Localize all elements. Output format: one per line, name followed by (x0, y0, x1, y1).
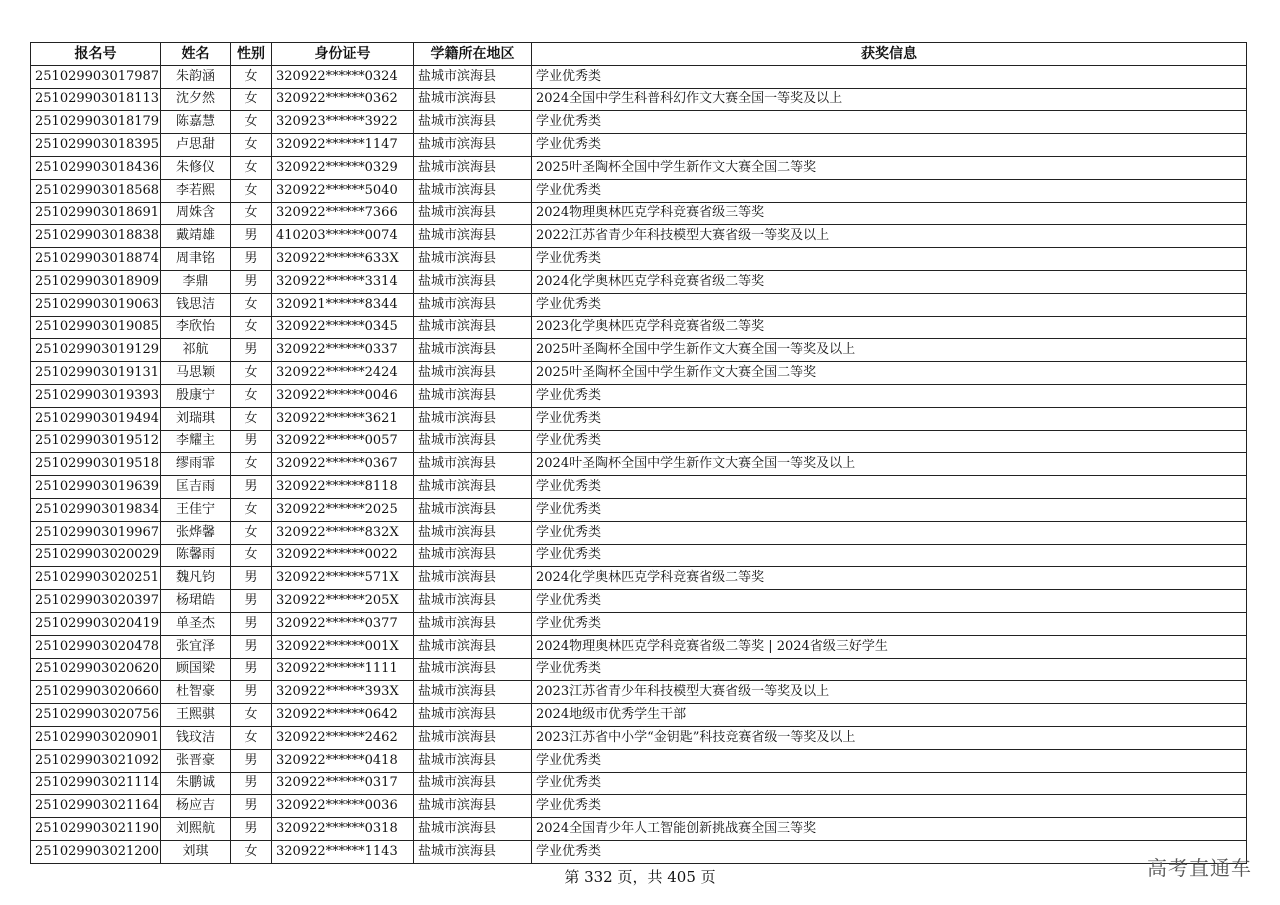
cell-registration-no: 251029903019518 (31, 453, 161, 476)
cell-region: 盐城市滨海县 (414, 156, 532, 179)
cell-name: 杜智豪 (161, 681, 231, 704)
cell-award-info: 学业优秀类 (532, 612, 1247, 635)
cell-gender: 女 (231, 65, 272, 88)
cell-region: 盐城市滨海县 (414, 293, 532, 316)
cell-registration-no: 251029903020251 (31, 567, 161, 590)
cell-award-info: 2023江苏省中小学“金钥匙”科技竞赛省级一等奖及以上 (532, 726, 1247, 749)
cell-registration-no: 251029903021164 (31, 795, 161, 818)
cell-region: 盐城市滨海县 (414, 749, 532, 772)
cell-gender: 女 (231, 111, 272, 134)
cell-id-number: 320922******0345 (272, 316, 414, 339)
cell-id-number: 320922******1147 (272, 134, 414, 157)
cell-name: 顾国梁 (161, 658, 231, 681)
cell-name: 戴靖雄 (161, 225, 231, 248)
cell-id-number: 320922******205X (272, 590, 414, 613)
cell-gender: 女 (231, 498, 272, 521)
cell-name: 刘熙航 (161, 818, 231, 841)
header-id-number: 身份证号 (272, 43, 414, 66)
cell-name: 王佳宁 (161, 498, 231, 521)
table-header-row (31, 43, 1247, 66)
cell-name: 刘琪 (161, 840, 231, 863)
table-row (31, 384, 1247, 407)
table-row (31, 270, 1247, 293)
cell-name: 王熙骐 (161, 704, 231, 727)
cell-gender: 女 (231, 453, 272, 476)
header-registration-no: 报名号 (31, 43, 161, 66)
cell-registration-no: 251029903019494 (31, 407, 161, 430)
cell-registration-no: 251029903018568 (31, 179, 161, 202)
table-row (31, 430, 1247, 453)
cell-name: 朱修仪 (161, 156, 231, 179)
cell-region: 盐城市滨海县 (414, 179, 532, 202)
cell-award-info: 学业优秀类 (532, 430, 1247, 453)
cell-region: 盐城市滨海县 (414, 612, 532, 635)
cell-id-number: 320922******0362 (272, 88, 414, 111)
cell-gender: 女 (231, 134, 272, 157)
cell-award-info: 2024化学奥林匹克学科竞赛省级二等奖 (532, 567, 1247, 590)
cell-award-info: 2024物理奥林匹克学科竞赛省级三等奖 (532, 202, 1247, 225)
header-name: 姓名 (161, 43, 231, 66)
table-row (31, 681, 1247, 704)
cell-region: 盐城市滨海县 (414, 362, 532, 385)
cell-id-number: 320922******1143 (272, 840, 414, 863)
cell-award-info: 学业优秀类 (532, 658, 1247, 681)
cell-gender: 男 (231, 772, 272, 795)
cell-id-number: 320922******0022 (272, 544, 414, 567)
cell-id-number: 320922******2424 (272, 362, 414, 385)
cell-name: 李欣怡 (161, 316, 231, 339)
cell-award-info: 2025叶圣陶杯全国中学生新作文大赛全国二等奖 (532, 156, 1247, 179)
cell-region: 盐城市滨海县 (414, 407, 532, 430)
award-table (30, 42, 1247, 864)
cell-gender: 女 (231, 407, 272, 430)
cell-gender: 女 (231, 726, 272, 749)
table-row (31, 476, 1247, 499)
cell-award-info: 学业优秀类 (532, 840, 1247, 863)
cell-registration-no: 251029903019834 (31, 498, 161, 521)
cell-name: 卢思甜 (161, 134, 231, 157)
cell-id-number: 320922******001X (272, 635, 414, 658)
cell-gender: 女 (231, 384, 272, 407)
table-row (31, 658, 1247, 681)
table-row (31, 293, 1247, 316)
cell-registration-no: 251029903020397 (31, 590, 161, 613)
cell-registration-no: 251029903019131 (31, 362, 161, 385)
cell-award-info: 学业优秀类 (532, 590, 1247, 613)
cell-id-number: 320922******393X (272, 681, 414, 704)
cell-award-info: 2025叶圣陶杯全国中学生新作文大赛全国二等奖 (532, 362, 1247, 385)
cell-registration-no: 251029903020419 (31, 612, 161, 635)
cell-gender: 女 (231, 202, 272, 225)
cell-award-info: 2024物理奥林匹克学科竞赛省级二等奖 | 2024省级三好学生 (532, 635, 1247, 658)
cell-region: 盐城市滨海县 (414, 795, 532, 818)
cell-region: 盐城市滨海县 (414, 225, 532, 248)
cell-region: 盐城市滨海县 (414, 498, 532, 521)
cell-name: 钱玟洁 (161, 726, 231, 749)
cell-registration-no: 251029903020756 (31, 704, 161, 727)
cell-registration-no: 251029903021200 (31, 840, 161, 863)
cell-gender: 女 (231, 293, 272, 316)
cell-name: 李鼎 (161, 270, 231, 293)
cell-region: 盐城市滨海县 (414, 65, 532, 88)
cell-award-info: 学业优秀类 (532, 521, 1247, 544)
cell-id-number: 320923******3922 (272, 111, 414, 134)
cell-award-info: 2022江苏省青少年科技模型大赛省级一等奖及以上 (532, 225, 1247, 248)
cell-name: 张烨馨 (161, 521, 231, 544)
cell-registration-no: 251029903019967 (31, 521, 161, 544)
cell-registration-no: 251029903018436 (31, 156, 161, 179)
table-row (31, 156, 1247, 179)
table-row (31, 818, 1247, 841)
table-row (31, 635, 1247, 658)
cell-region: 盐城市滨海县 (414, 681, 532, 704)
cell-region: 盐城市滨海县 (414, 567, 532, 590)
cell-gender: 男 (231, 795, 272, 818)
cell-id-number: 320922******832X (272, 521, 414, 544)
cell-id-number: 320922******2462 (272, 726, 414, 749)
table-row (31, 544, 1247, 567)
cell-award-info: 2024全国青少年人工智能创新挑战赛全国三等奖 (532, 818, 1247, 841)
cell-registration-no: 251029903019639 (31, 476, 161, 499)
cell-registration-no: 251029903018395 (31, 134, 161, 157)
table-row (31, 453, 1247, 476)
cell-award-info: 学业优秀类 (532, 795, 1247, 818)
cell-id-number: 320922******2025 (272, 498, 414, 521)
cell-registration-no: 251029903020478 (31, 635, 161, 658)
cell-region: 盐城市滨海县 (414, 88, 532, 111)
cell-gender: 男 (231, 567, 272, 590)
cell-registration-no: 251029903017987 (31, 65, 161, 88)
cell-award-info: 2024叶圣陶杯全国中学生新作文大赛全国一等奖及以上 (532, 453, 1247, 476)
cell-id-number: 320922******571X (272, 567, 414, 590)
cell-region: 盐城市滨海县 (414, 339, 532, 362)
cell-id-number: 320922******0324 (272, 65, 414, 88)
cell-name: 单圣杰 (161, 612, 231, 635)
header-award-info: 获奖信息 (532, 43, 1247, 66)
cell-registration-no: 251029903019129 (31, 339, 161, 362)
cell-id-number: 410203******0074 (272, 225, 414, 248)
table-row (31, 179, 1247, 202)
cell-registration-no: 251029903020029 (31, 544, 161, 567)
cell-registration-no: 251029903021190 (31, 818, 161, 841)
cell-id-number: 320922******0418 (272, 749, 414, 772)
cell-id-number: 320922******8118 (272, 476, 414, 499)
cell-name: 张宜泽 (161, 635, 231, 658)
watermark-logo-text: 高考直通车 (1147, 856, 1252, 880)
cell-award-info: 学业优秀类 (532, 384, 1247, 407)
cell-gender: 女 (231, 316, 272, 339)
cell-region: 盐城市滨海县 (414, 248, 532, 271)
cell-region: 盐城市滨海县 (414, 658, 532, 681)
cell-id-number: 320922******0642 (272, 704, 414, 727)
cell-gender: 男 (231, 430, 272, 453)
cell-id-number: 320922******0337 (272, 339, 414, 362)
cell-name: 周聿铭 (161, 248, 231, 271)
table-row (31, 248, 1247, 271)
cell-name: 马思颖 (161, 362, 231, 385)
cell-region: 盐城市滨海县 (414, 772, 532, 795)
table-row (31, 316, 1247, 339)
cell-award-info: 学业优秀类 (532, 293, 1247, 316)
cell-region: 盐城市滨海县 (414, 726, 532, 749)
cell-award-info: 学业优秀类 (532, 65, 1247, 88)
table-row (31, 704, 1247, 727)
cell-award-info: 学业优秀类 (532, 749, 1247, 772)
cell-id-number: 320922******0377 (272, 612, 414, 635)
cell-gender: 女 (231, 840, 272, 863)
cell-gender: 男 (231, 590, 272, 613)
cell-id-number: 320922******0057 (272, 430, 414, 453)
cell-name: 杨珺皓 (161, 590, 231, 613)
cell-id-number: 320922******0329 (272, 156, 414, 179)
table-row (31, 202, 1247, 225)
cell-award-info: 学业优秀类 (532, 248, 1247, 271)
table-row (31, 134, 1247, 157)
cell-region: 盐城市滨海县 (414, 818, 532, 841)
cell-region: 盐城市滨海县 (414, 476, 532, 499)
cell-gender: 女 (231, 362, 272, 385)
cell-gender: 男 (231, 225, 272, 248)
table-row (31, 612, 1247, 635)
cell-gender: 女 (231, 179, 272, 202)
cell-gender: 女 (231, 88, 272, 111)
cell-gender: 男 (231, 635, 272, 658)
cell-region: 盐城市滨海县 (414, 635, 532, 658)
cell-award-info: 学业优秀类 (532, 134, 1247, 157)
cell-name: 杨应吉 (161, 795, 231, 818)
cell-name: 陈馨雨 (161, 544, 231, 567)
cell-id-number: 320922******0046 (272, 384, 414, 407)
cell-id-number: 320922******0367 (272, 453, 414, 476)
cell-gender: 男 (231, 339, 272, 362)
cell-gender: 男 (231, 476, 272, 499)
cell-gender: 男 (231, 658, 272, 681)
cell-name: 朱韵涵 (161, 65, 231, 88)
cell-registration-no: 251029903018838 (31, 225, 161, 248)
cell-award-info: 2024全国中学生科普科幻作文大赛全国一等奖及以上 (532, 88, 1247, 111)
cell-name: 李耀主 (161, 430, 231, 453)
cell-gender: 男 (231, 749, 272, 772)
cell-registration-no: 251029903018113 (31, 88, 161, 111)
table-row (31, 726, 1247, 749)
cell-award-info: 学业优秀类 (532, 544, 1247, 567)
table-row (31, 521, 1247, 544)
table-row (31, 772, 1247, 795)
cell-name: 殷康宁 (161, 384, 231, 407)
cell-id-number: 320922******3621 (272, 407, 414, 430)
cell-id-number: 320922******3314 (272, 270, 414, 293)
cell-registration-no: 251029903018909 (31, 270, 161, 293)
table-row (31, 498, 1247, 521)
cell-registration-no: 251029903019393 (31, 384, 161, 407)
cell-id-number: 320922******0036 (272, 795, 414, 818)
cell-registration-no: 251029903021092 (31, 749, 161, 772)
cell-gender: 女 (231, 521, 272, 544)
cell-award-info: 学业优秀类 (532, 179, 1247, 202)
cell-registration-no: 251029903018691 (31, 202, 161, 225)
table-body (31, 65, 1247, 863)
cell-award-info: 2023江苏省青少年科技模型大赛省级一等奖及以上 (532, 681, 1247, 704)
cell-gender: 男 (231, 818, 272, 841)
cell-region: 盐城市滨海县 (414, 521, 532, 544)
cell-region: 盐城市滨海县 (414, 111, 532, 134)
header-gender: 性别 (231, 43, 272, 66)
cell-registration-no: 251029903018874 (31, 248, 161, 271)
cell-award-info: 2025叶圣陶杯全国中学生新作文大赛全国一等奖及以上 (532, 339, 1247, 362)
table-row (31, 65, 1247, 88)
cell-region: 盐城市滨海县 (414, 202, 532, 225)
table-row (31, 225, 1247, 248)
cell-registration-no: 251029903019085 (31, 316, 161, 339)
cell-registration-no: 251029903019063 (31, 293, 161, 316)
cell-award-info: 学业优秀类 (532, 476, 1247, 499)
cell-registration-no: 251029903018179 (31, 111, 161, 134)
table-row (31, 111, 1247, 134)
cell-id-number: 320922******5040 (272, 179, 414, 202)
cell-id-number: 320921******8344 (272, 293, 414, 316)
cell-award-info: 学业优秀类 (532, 498, 1247, 521)
cell-region: 盐城市滨海县 (414, 840, 532, 863)
cell-region: 盐城市滨海县 (414, 544, 532, 567)
cell-registration-no: 251029903020660 (31, 681, 161, 704)
cell-gender: 男 (231, 248, 272, 271)
cell-name: 周姝含 (161, 202, 231, 225)
cell-award-info: 2024地级市优秀学生干部 (532, 704, 1247, 727)
cell-region: 盐城市滨海县 (414, 590, 532, 613)
cell-registration-no: 251029903020620 (31, 658, 161, 681)
cell-name: 魏凡钧 (161, 567, 231, 590)
cell-name: 钱思洁 (161, 293, 231, 316)
cell-region: 盐城市滨海县 (414, 134, 532, 157)
cell-gender: 女 (231, 704, 272, 727)
cell-region: 盐城市滨海县 (414, 453, 532, 476)
cell-name: 刘瑞琪 (161, 407, 231, 430)
cell-gender: 女 (231, 156, 272, 179)
cell-award-info: 2024化学奥林匹克学科竞赛省级二等奖 (532, 270, 1247, 293)
table-row (31, 590, 1247, 613)
table-row (31, 795, 1247, 818)
cell-region: 盐城市滨海县 (414, 430, 532, 453)
cell-registration-no: 251029903020901 (31, 726, 161, 749)
table-row (31, 407, 1247, 430)
cell-name: 祁航 (161, 339, 231, 362)
cell-award-info: 学业优秀类 (532, 407, 1247, 430)
cell-id-number: 320922******7366 (272, 202, 414, 225)
cell-gender: 男 (231, 270, 272, 293)
cell-id-number: 320922******1111 (272, 658, 414, 681)
cell-gender: 男 (231, 681, 272, 704)
cell-region: 盐城市滨海县 (414, 384, 532, 407)
cell-gender: 男 (231, 612, 272, 635)
table-row (31, 567, 1247, 590)
page-number: 第 332 页，共 405 页 (564, 868, 716, 886)
cell-region: 盐城市滨海县 (414, 316, 532, 339)
header-region: 学籍所在地区 (414, 43, 532, 66)
table-row (31, 88, 1247, 111)
table-row (31, 339, 1247, 362)
cell-award-info: 2023化学奥林匹克学科竞赛省级二等奖 (532, 316, 1247, 339)
table-row (31, 362, 1247, 385)
cell-region: 盐城市滨海县 (414, 704, 532, 727)
cell-registration-no: 251029903019512 (31, 430, 161, 453)
cell-name: 朱鹏诚 (161, 772, 231, 795)
cell-award-info: 学业优秀类 (532, 111, 1247, 134)
cell-name: 李若熙 (161, 179, 231, 202)
cell-region: 盐城市滨海县 (414, 270, 532, 293)
cell-id-number: 320922******633X (272, 248, 414, 271)
cell-registration-no: 251029903021114 (31, 772, 161, 795)
cell-name: 陈嘉慧 (161, 111, 231, 134)
table-row (31, 749, 1247, 772)
cell-gender: 女 (231, 544, 272, 567)
cell-award-info: 学业优秀类 (532, 772, 1247, 795)
table-row (31, 840, 1247, 863)
cell-name: 缪雨霏 (161, 453, 231, 476)
cell-name: 匡吉雨 (161, 476, 231, 499)
cell-name: 沈夕然 (161, 88, 231, 111)
cell-id-number: 320922******0318 (272, 818, 414, 841)
cell-id-number: 320922******0317 (272, 772, 414, 795)
cell-name: 张晋豪 (161, 749, 231, 772)
